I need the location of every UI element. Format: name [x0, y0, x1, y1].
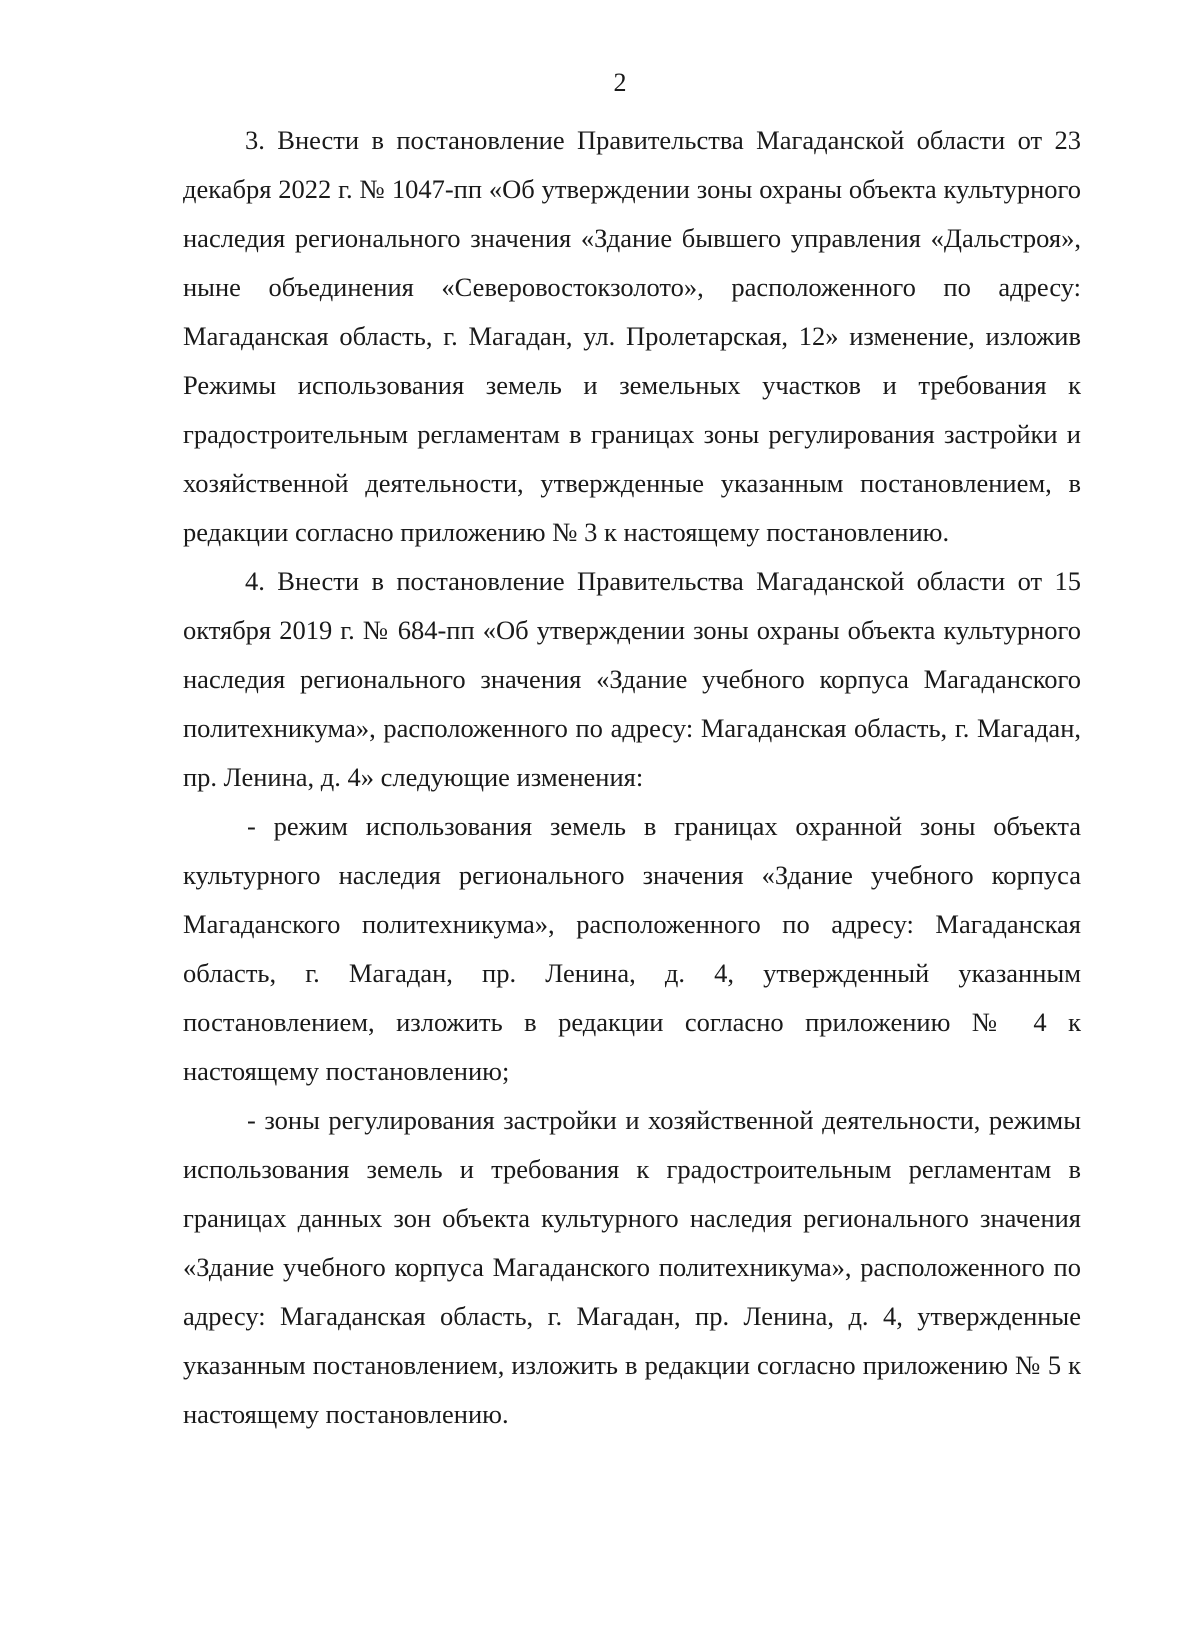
paragraph-item-3: 3. Внести в постановление Правительства Магаданской области от 23 декабря 2022 г. № 1047-пп «Об утверждении зоны охраны объекта культурного наследия регионального значения «Здание бывшего управления «Дальстроя», ныне объединения «Северовостокзолото», расположенного по адресу: Магаданская область, г. Магадан, ул. Пролетарская, 12» изменение, изложив Режимы использования земель и земельных участков и требования к градостроительным регламентам в границах зоны регулирования застройки и хозяйственной деятельности, утвержденные указанным постановлением, в редакции согласно приложению № 3 к настоящему постановлению.	[183, 125, 1081, 547]
document-body	[183, 116, 1081, 1439]
paragraph-item-4: 4. Внести в постановление Правительства Магаданской области от 15 октября 2019 г. № 684-пп «Об утверждении зоны охраны объекта культурного наследия регионального значения «Здание учебного корпуса Магаданского политехникума», расположенного по адресу: Магаданская область, г. Магадан, пр. Ленина, д. 4» следующие изменения:	[183, 566, 1081, 792]
paragraph-subitem-protection-zone: - режим использования земель в границах охранной зоны объекта культурного наследия регионального значения «Здание учебного корпуса Магаданского политехникума», расположенного по адресу: Магаданская область, г. Магадан, пр. Ленина, д. 4, утвержденный указанным постановлением, изложить в редакции согласно приложению № 4 к настоящему постановлению;	[183, 811, 1081, 1086]
page-number: 2	[613, 68, 627, 97]
paragraph-subitem-regulation-zones: - зоны регулирования застройки и хозяйственной деятельности, режимы использования земель и требования к градостроительным регламентам в границах данных зон объекта культурного наследия регионального значения «Здание учебного корпуса Магаданского политехникума», расположенного по адресу: Магаданская область, г. Магадан, пр. Ленина, д. 4, утвержденные указанным постановлением, изложить в редакции согласно приложению № 5 к настоящему постановлению.	[183, 1105, 1081, 1429]
